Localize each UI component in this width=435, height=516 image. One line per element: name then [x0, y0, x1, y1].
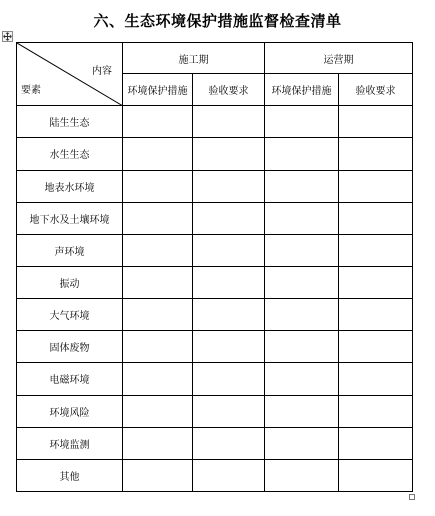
table-row: [17, 106, 413, 138]
table-row: [17, 459, 413, 491]
table-cell[interactable]: [193, 363, 265, 395]
table-cell[interactable]: [123, 202, 193, 234]
table-cell[interactable]: [265, 363, 339, 395]
content-header-label: 内容: [92, 66, 112, 77]
table-cell[interactable]: [339, 395, 413, 427]
table-row: [17, 234, 413, 266]
table-cell[interactable]: [339, 234, 413, 266]
table-cell[interactable]: [265, 299, 339, 331]
table-cell[interactable]: [339, 427, 413, 459]
row-label: 地表水环境: [17, 170, 123, 202]
inspection-table: [16, 42, 413, 492]
header-diagonal-cell: [17, 43, 123, 106]
row-label: 环境风险: [17, 395, 123, 427]
table-cell[interactable]: [123, 363, 193, 395]
construction-period-header: 施工期: [123, 43, 265, 74]
table-cell[interactable]: [265, 459, 339, 491]
table-cell[interactable]: [339, 299, 413, 331]
row-label: 水生生态: [17, 138, 123, 170]
table-cell[interactable]: [339, 106, 413, 138]
table-cell[interactable]: [193, 395, 265, 427]
table-cell[interactable]: [193, 106, 265, 138]
table-cell[interactable]: [193, 459, 265, 491]
row-label: 其他: [17, 459, 123, 491]
table-cell[interactable]: [265, 170, 339, 202]
table-cell[interactable]: [339, 170, 413, 202]
table-cell[interactable]: [265, 266, 339, 298]
row-label: 固体废物: [17, 331, 123, 363]
table-row: [17, 363, 413, 395]
table-row: [17, 202, 413, 234]
table-cell[interactable]: [193, 331, 265, 363]
table-cell[interactable]: [265, 427, 339, 459]
table-cell[interactable]: [265, 106, 339, 138]
table-cell[interactable]: [123, 427, 193, 459]
element-header-label: 要素: [21, 85, 41, 96]
table-cell[interactable]: [339, 138, 413, 170]
table-cell[interactable]: [123, 266, 193, 298]
table-cell[interactable]: [339, 266, 413, 298]
table-cell[interactable]: [193, 266, 265, 298]
table-cell[interactable]: [193, 170, 265, 202]
column-header: 验收要求: [339, 74, 413, 106]
table-row: [17, 395, 413, 427]
column-header: 环境保护措施: [265, 74, 339, 106]
table-move-handle-icon[interactable]: [2, 31, 13, 42]
column-header: 环境保护措施: [123, 74, 193, 106]
row-label: 地下水及土壤环境: [17, 202, 123, 234]
table-row: [17, 266, 413, 298]
table-row: [17, 427, 413, 459]
row-label: 振动: [17, 266, 123, 298]
table-cell[interactable]: [339, 331, 413, 363]
column-header: 验收要求: [193, 74, 265, 106]
table-cell[interactable]: [193, 138, 265, 170]
row-label: 大气环境: [17, 299, 123, 331]
table-row: [17, 299, 413, 331]
table-cell[interactable]: [339, 459, 413, 491]
table-cell[interactable]: [339, 363, 413, 395]
table-cell[interactable]: [123, 106, 193, 138]
table-cell[interactable]: [193, 427, 265, 459]
table-cell[interactable]: [123, 138, 193, 170]
table-row: [17, 170, 413, 202]
table-row: [17, 331, 413, 363]
table-cell[interactable]: [123, 395, 193, 427]
table-cell[interactable]: [265, 331, 339, 363]
row-label: 环境监测: [17, 427, 123, 459]
table-row: [17, 138, 413, 170]
table-cell[interactable]: [265, 234, 339, 266]
page-title: 六、生态环境保护措施监督检查清单: [93, 12, 342, 30]
table-cell[interactable]: [193, 234, 265, 266]
table-cell[interactable]: [265, 395, 339, 427]
table-cell[interactable]: [123, 299, 193, 331]
row-label: 陆生生态: [17, 106, 123, 138]
table-cell[interactable]: [123, 331, 193, 363]
table-cell[interactable]: [193, 202, 265, 234]
table-cell[interactable]: [193, 299, 265, 331]
table-cell[interactable]: [265, 202, 339, 234]
row-label: 声环境: [17, 234, 123, 266]
table-cell[interactable]: [123, 234, 193, 266]
operation-period-header: 运营期: [265, 43, 413, 74]
row-label: 电磁环境: [17, 363, 123, 395]
table-cell[interactable]: [123, 459, 193, 491]
table-cell[interactable]: [265, 138, 339, 170]
table-resize-handle[interactable]: [409, 494, 415, 500]
table-cell[interactable]: [123, 170, 193, 202]
table-cell[interactable]: [339, 202, 413, 234]
